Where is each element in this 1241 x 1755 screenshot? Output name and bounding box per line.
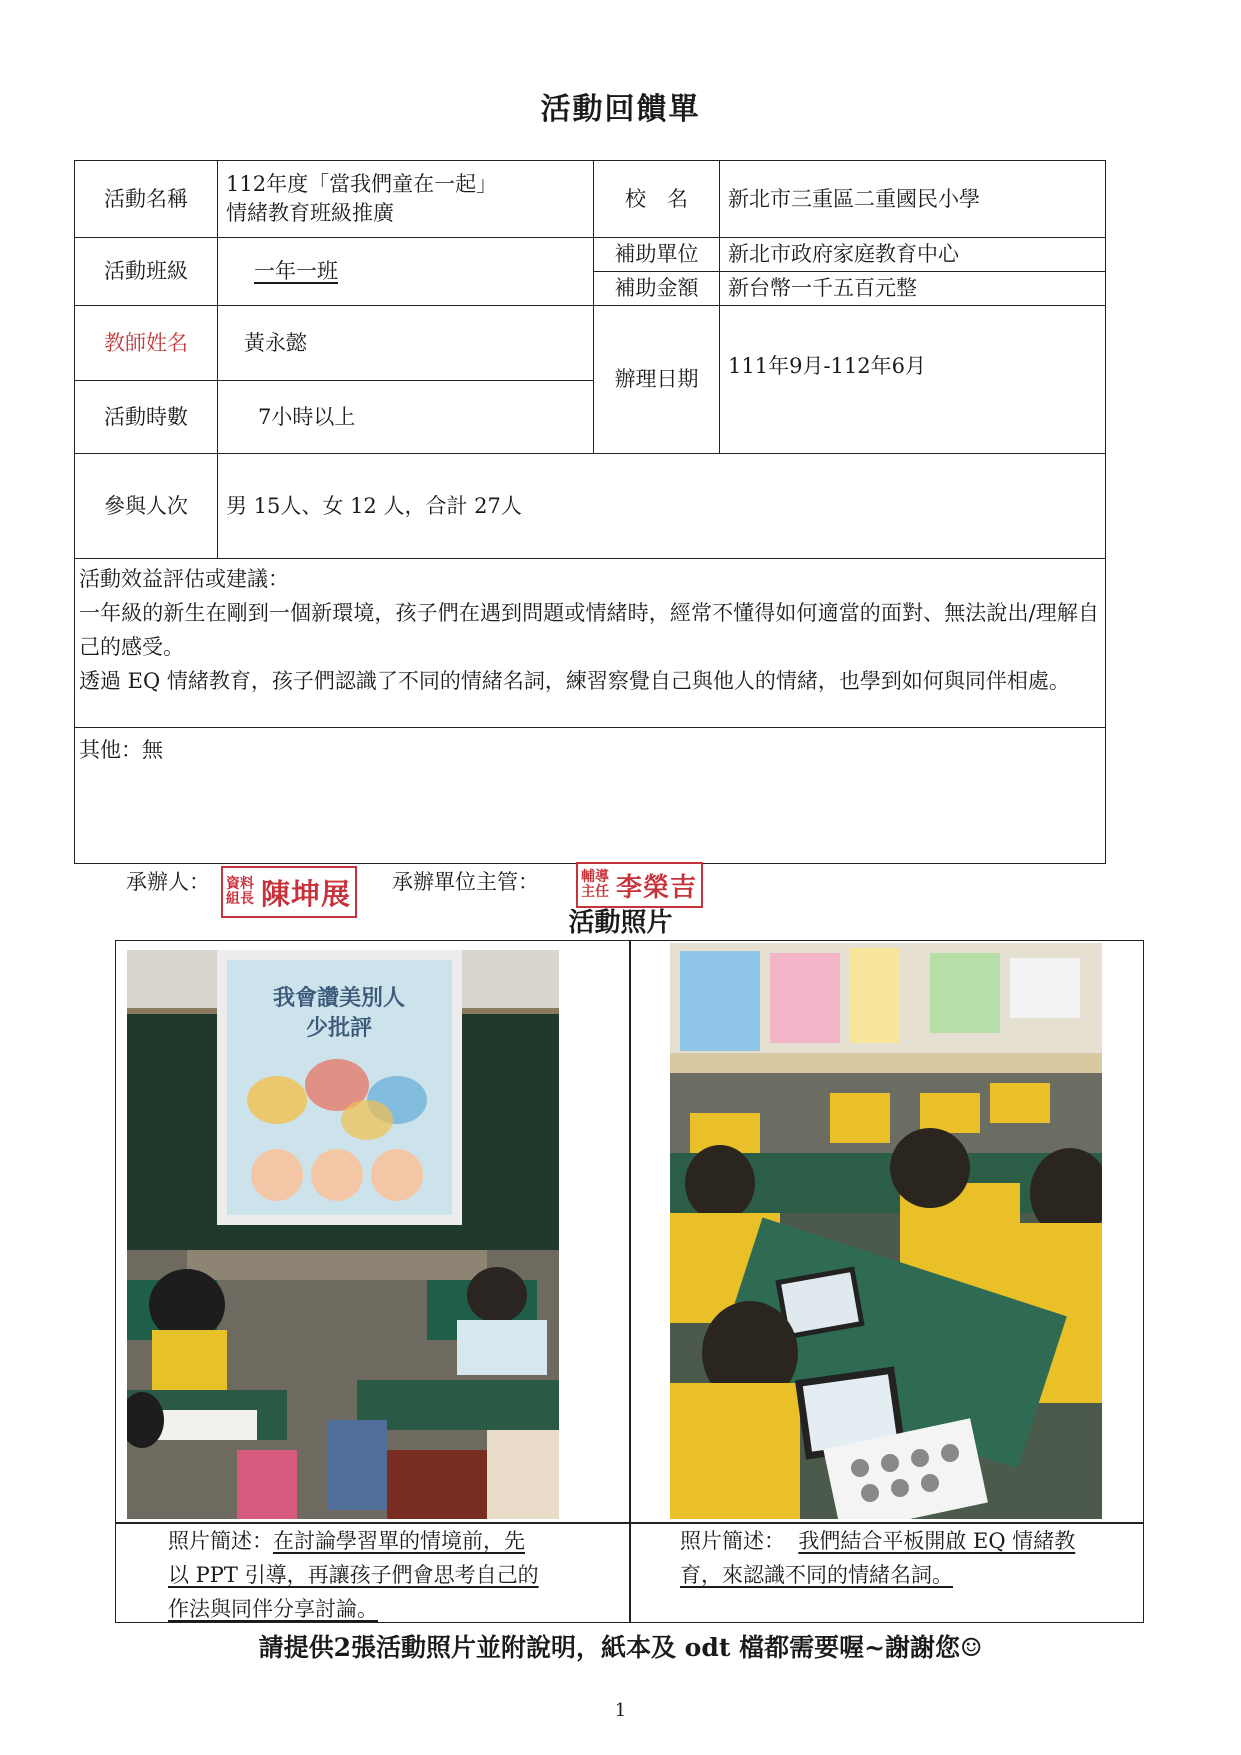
feedback-paragraph-2: 透過 EQ 情緒教育，孩子們認識了不同的情緒名詞，練習察覺自己與他人的情緒，也學到如何與同伴相處。 [79,669,1070,693]
feedback-paragraph-1: 一年級的新生在剛到一個新環境，孩子們在遇到問題或情緒時，經常不懂得如何適當的面對、無法說出/理解自己的感受。 [79,601,1099,659]
activity-name-line1: 112年度「當我們童在一起」 [226,172,498,196]
screen-text-2: 少批評 [305,1016,373,1041]
hours-label: 活動時數 [75,381,218,454]
caption-right-line-1 [680,1524,1140,1558]
caption-left [168,1524,608,1626]
supervisor-label: 承辦單位主管： [392,870,539,894]
caption-left-text-2: 以 PPT 引導，再讓孩子們會思考自己的 [168,1563,539,1587]
photos-title: 活動照片 [568,908,673,938]
teacher-label: 教師姓名 [75,306,218,381]
class-label: 活動班級 [75,238,218,306]
photo-students-tablets [670,943,1102,1519]
date-label: 辦理日期 [594,306,720,454]
caption-left-label: 照片簡述： [168,1529,273,1553]
photo-classroom-projector [127,950,559,1519]
supervisor-stamp-name: 李榮吉 [616,872,698,903]
participants-label: 參與人次 [75,454,218,559]
footer-note: 請提供2張活動照片並附說明，紙本及 odt 檔都需要喔~謝謝您☺ [258,1633,983,1662]
subsidy-unit-value: 新北市政府家庭教育中心 [720,238,1106,272]
caption-left-line-1 [168,1524,608,1558]
caption-right [680,1524,1140,1592]
caption-left-text-1: 在討論學習單的情境前，先 [273,1529,525,1553]
feedback-heading: 活動效益評估或建議： [79,567,289,591]
class-value-cell [218,238,594,306]
school-value: 新北市三重區二重國民小學 [720,161,1106,238]
subsidy-amount-value: 新台幣一千五百元整 [720,272,1106,306]
caption-right-label: 照片簡述： [680,1529,785,1553]
organizer-stamp-title: 資料 組長 [226,876,254,907]
hours-value: 7小時以上 [218,381,594,454]
caption-right-text-2: 育，來認識不同的情緒名詞。 [680,1563,953,1587]
activity-name-line2: 情緒教育班級推廣 [226,201,394,225]
page-number: 1 [614,1700,627,1721]
feedback-section [74,558,1106,728]
date-value: 111年9月-112年6月 [720,306,1106,454]
other-section: 其他：無 [74,728,1106,864]
organizer-label: 承辦人： [126,870,210,894]
activity-name-label: 活動名稱 [75,161,218,238]
activity-info-table [74,160,1106,559]
supervisor-stamp-title: 輔導 主任 [581,869,609,900]
caption-right-text-1: 我們結合平板開啟 EQ 情緒教 [798,1529,1076,1553]
photos-divider [629,940,631,1623]
organizer-stamp-name: 陳坤展 [261,876,352,911]
subsidy-amount-label: 補助金額 [594,272,720,306]
participants-value: 男 15人、女 12 人，合計 27人 [218,454,1106,559]
screen-text-1: 我會讚美別人 [272,986,406,1011]
subsidy-unit-label: 補助單位 [594,238,720,272]
page-title: 活動回饋單 [540,92,701,127]
feedback-text [79,562,1099,698]
school-label: 校 名 [594,161,720,238]
teacher-value: 黃永懿 [218,306,594,381]
activity-name-value [218,161,594,238]
class-value: 一年一班 [254,259,338,283]
caption-left-text-3: 作法與同伴分享討論。 [168,1597,378,1621]
